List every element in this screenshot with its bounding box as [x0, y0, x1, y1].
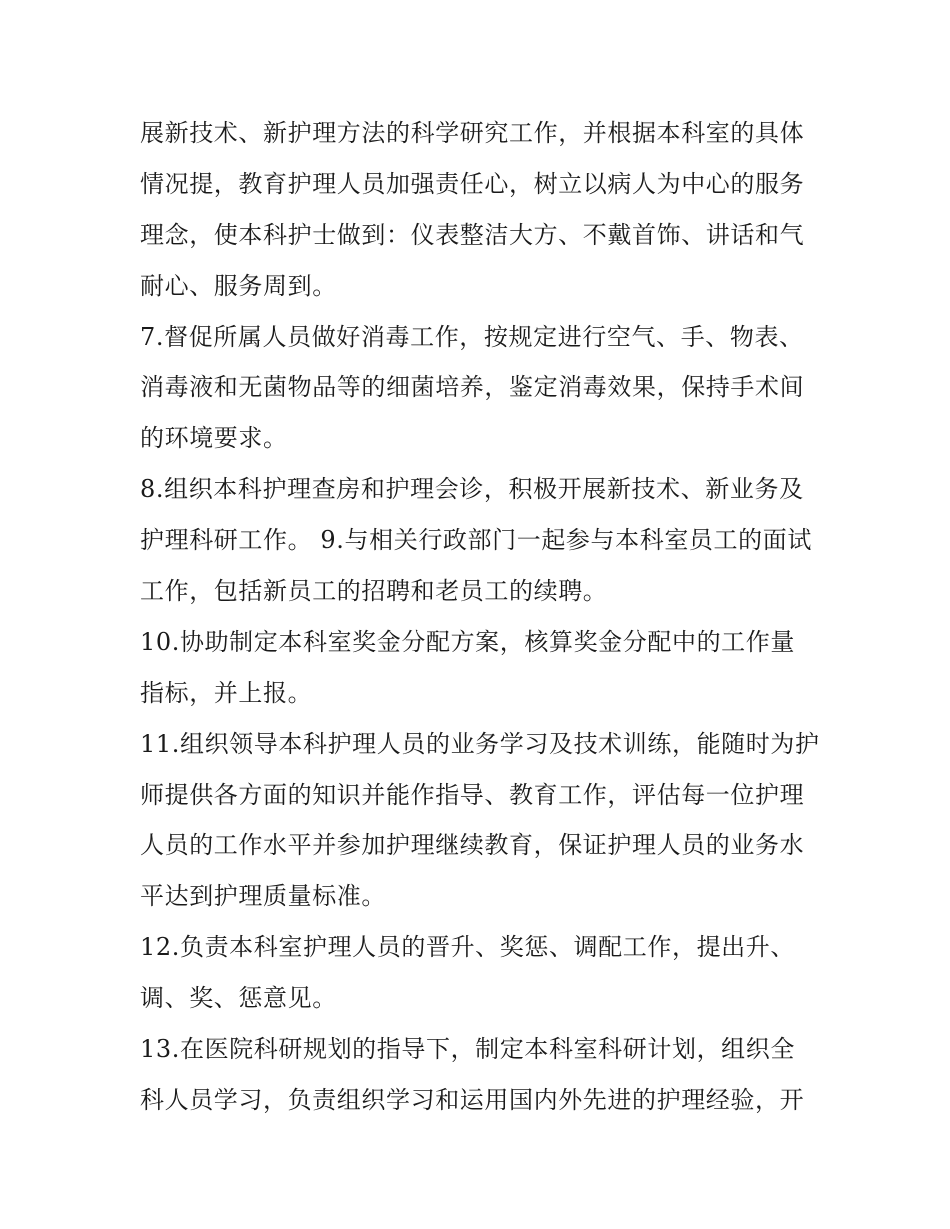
item-13-line: 13.在医院科研规划的指导下，制定本科室科研计划，组织全	[140, 1035, 795, 1064]
item-8-line: 8.组织本科护理查房和护理会诊，积极开展新技术、新业务及	[140, 475, 804, 504]
item-11-line: 11.组织领导本科护理人员的业务学习及技术训练，能随时为护	[140, 729, 820, 758]
item-9-line: 护理科研工作。 9.与相关行政部门一起参与本科室员工的面试	[140, 526, 812, 555]
text-line: 平达到护理质量标准。	[140, 882, 386, 911]
text-line: 师提供各方面的知识并能作指导、教育工作，评估每一位护理	[140, 780, 805, 809]
text-line: 的环境要求。	[140, 424, 288, 453]
item-7-line: 7.督促所属人员做好消毒工作，按规定进行空气、手、物表、	[140, 322, 804, 351]
text-line: 科人员学习，负责组织学习和运用国内外先进的护理经验，开	[140, 1085, 805, 1114]
text-line: 指标，并上报。	[140, 678, 313, 707]
body-text	[140, 108, 820, 1126]
text-line: 调、奖、惩意见。	[140, 984, 337, 1013]
item-10-line: 10.协助制定本科室奖金分配方案，核算奖金分配中的工作量	[140, 627, 795, 656]
text-line: 耐心、服务周到。	[140, 271, 337, 300]
text-line: 人员的工作水平并参加护理继续教育，保证护理人员的业务水	[140, 831, 805, 860]
text-line: 工作，包括新员工的招聘和老员工的续聘。	[140, 577, 608, 606]
text-line: 情况提，教育护理人员加强责任心，树立以病人为中心的服务	[140, 169, 805, 198]
text-line: 消毒液和无菌物品等的细菌培养，鉴定消毒效果，保持手术间	[140, 373, 805, 402]
text-line: 展新技术、新护理方法的科学研究工作，并根据本科室的具体	[140, 119, 805, 147]
item-12-line: 12.负责本科室护理人员的晋升、奖惩、调配工作，提出升、	[140, 933, 795, 962]
text-line: 理念，使本科护士做到：仪表整洁大方、不戴首饰、讲话和气	[140, 220, 805, 249]
